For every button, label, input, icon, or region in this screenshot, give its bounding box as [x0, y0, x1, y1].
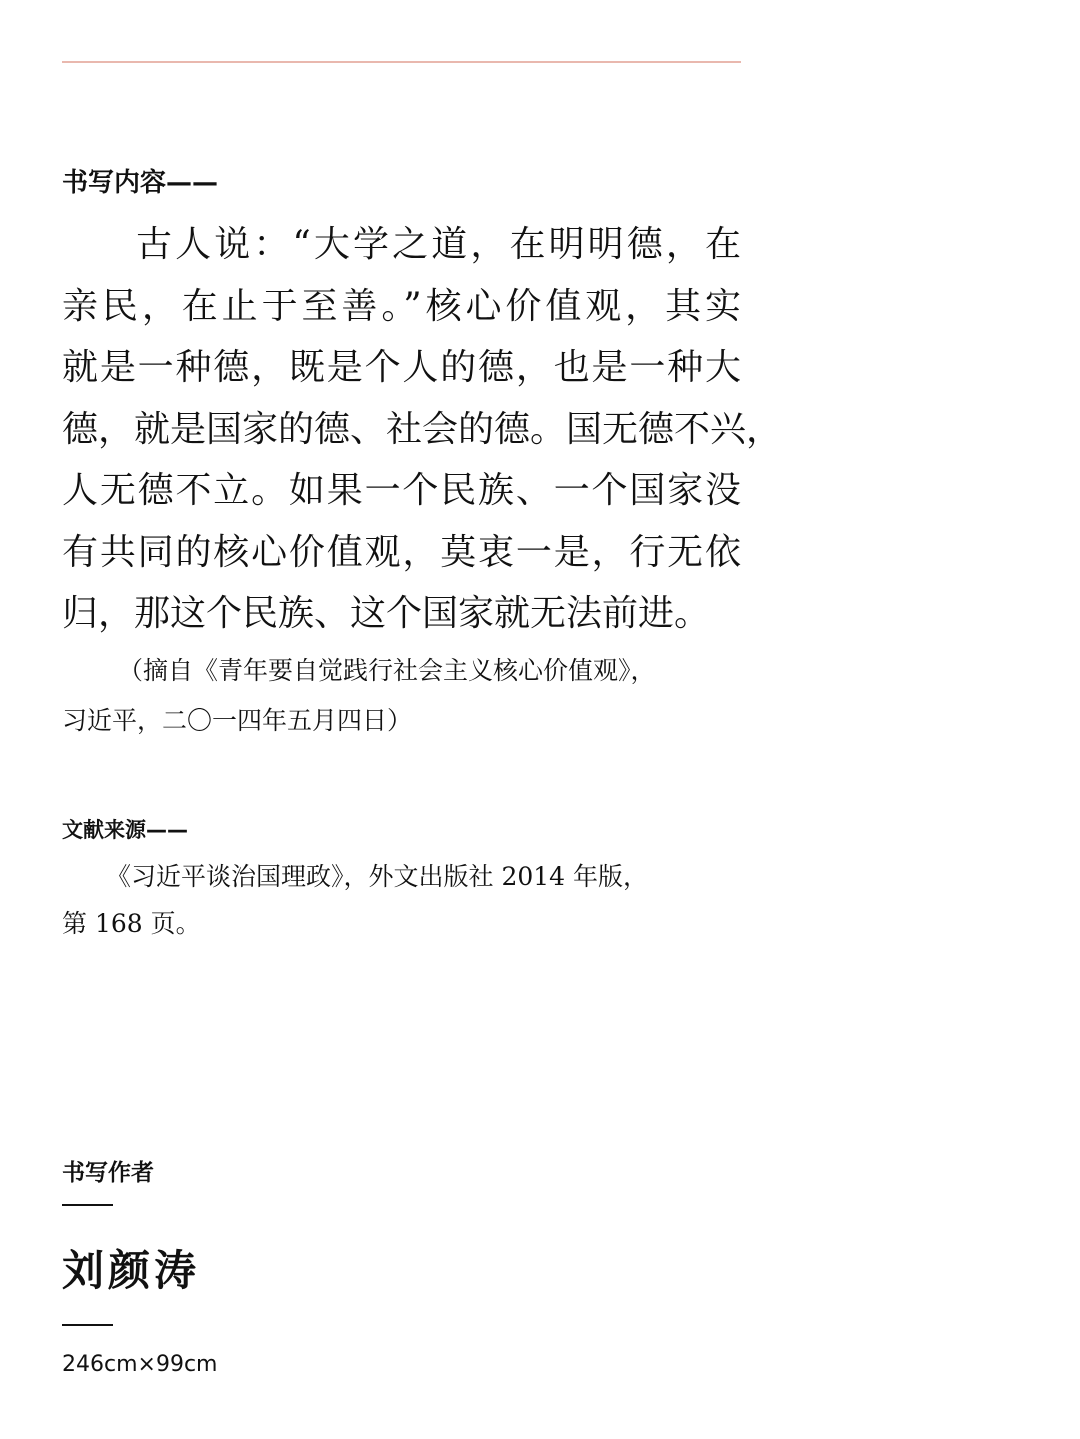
- source-line: 《习近平谈治国理政》，外文出版社 2014 年版，: [106, 862, 649, 891]
- citation-line: （摘自《青年要自觉践行社会主义核心价值观》，: [118, 656, 656, 685]
- source-text: [62, 853, 741, 947]
- content-line: 古人说：“大学之道，在明明德，在: [136, 224, 741, 265]
- citation: [62, 646, 741, 746]
- content-heading: 书写内容——: [62, 168, 219, 198]
- size-divider: [62, 1324, 113, 1326]
- citation-line: 习近平，二〇一四年五月四日）: [62, 706, 413, 735]
- content-line: 亲民，在止于至善。”核心价值观，其实: [62, 285, 741, 327]
- content-line: 有共同的核心价值观，莫衷一是，行无依: [62, 531, 741, 573]
- author-name: 刘颜涛: [62, 1246, 201, 1295]
- content-line: 归，那这个民族、这个国家就无法前进。: [62, 593, 711, 634]
- author-heading: 书写作者: [62, 1160, 154, 1186]
- author-divider: [62, 1204, 113, 1206]
- source-line: 第 168 页。: [62, 909, 201, 938]
- source-heading: 文献来源——: [62, 818, 188, 842]
- content-line: 就是一种德，既是个人的德，也是一种大: [62, 347, 741, 388]
- content-text: [62, 214, 783, 645]
- content-line: 人无德不立。如果一个民族、一个国家没: [62, 470, 741, 511]
- artwork-size: 246cm×99cm: [62, 1352, 218, 1377]
- content-line: 德，就是国家的德、社会的德。国无德不兴，: [62, 408, 783, 450]
- top-divider: [62, 61, 741, 63]
